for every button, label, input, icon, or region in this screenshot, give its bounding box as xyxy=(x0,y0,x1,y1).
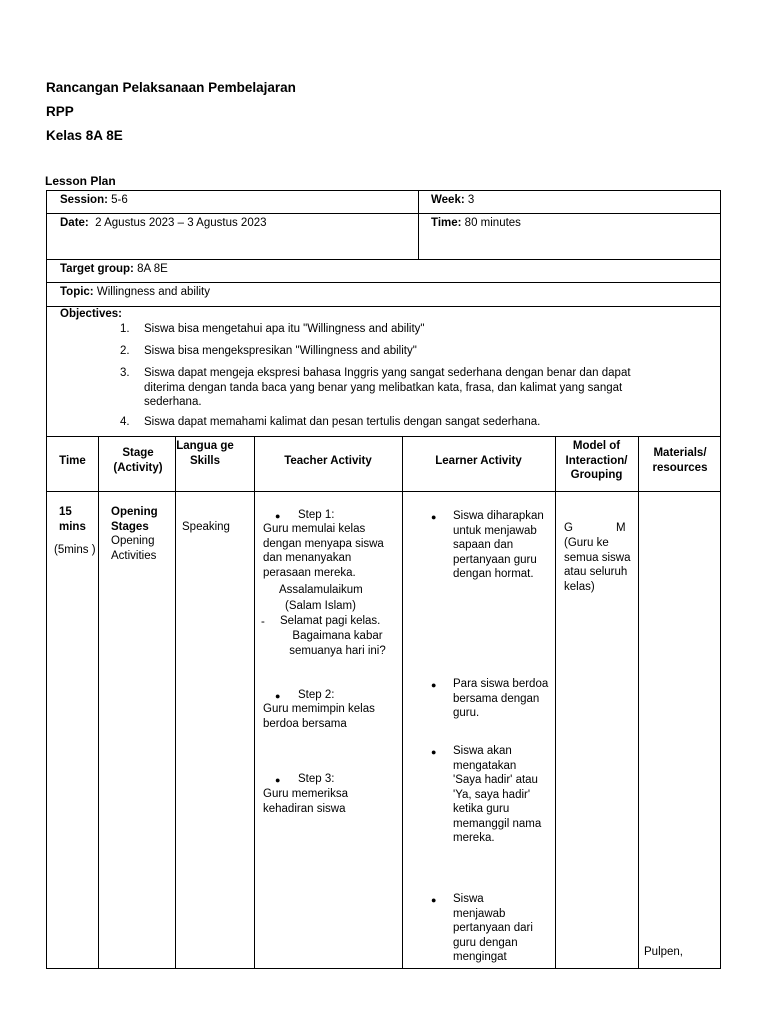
col-divider xyxy=(402,436,403,969)
teacher-step2-title: Step 2: xyxy=(298,689,335,701)
bullet-dot-icon: ● xyxy=(275,691,281,701)
col-divider xyxy=(254,436,255,969)
objective-text: Siswa dapat mengeja ekspresi bahasa Inggris yang sangat sederhana dengan benar dan dapat diterima dengan tanda baca yang benar yang melibatkan kata, frasa, dan kalimat yang sangat sederhana. xyxy=(144,367,631,408)
bullet-dot-icon: ● xyxy=(431,895,437,905)
row-divider xyxy=(47,259,720,260)
objective-text: Siswa bisa mengekspresikan "Willingness and ability" xyxy=(144,345,417,357)
target-cell xyxy=(60,262,168,277)
col-divider xyxy=(638,436,639,969)
col-divider xyxy=(418,191,419,259)
header-materials: Materials/ resources xyxy=(652,447,708,474)
header-language-skills: Langua ge Skills xyxy=(176,440,234,467)
time-main: 15 mins xyxy=(59,506,86,533)
objective-number: 1. xyxy=(120,323,130,335)
doc-title: Rancangan Pelaksanaan Pembelajaran xyxy=(46,80,296,95)
bullet-dot-icon: ● xyxy=(431,680,437,690)
date-value: 2 Agustus 2023 – 3 Agustus 2023 xyxy=(95,217,267,229)
objective-number: 3. xyxy=(120,367,130,379)
dash-bullet: - xyxy=(261,616,265,628)
session-label: Session: xyxy=(60,194,108,206)
time-cell xyxy=(431,216,521,231)
teacher-step2-text: Guru memimpin kelas berdoa bersama xyxy=(263,703,375,730)
time-sub: (5mins ) xyxy=(54,544,96,556)
session-value: 5-6 xyxy=(111,194,128,206)
row-divider xyxy=(47,282,720,283)
time-label: Time: xyxy=(431,217,462,229)
bullet-dot-icon: ● xyxy=(431,512,437,522)
header-time: Time xyxy=(59,455,86,467)
row-divider xyxy=(47,491,720,492)
header-teacher-activity: Teacher Activity xyxy=(284,455,372,467)
bullet-dot-icon: ● xyxy=(275,775,281,785)
objective-text: Siswa dapat memahami kalimat dan pesan tertulis dengan sangat sederhana. xyxy=(144,416,541,428)
doc-class-line: Kelas 8A 8E xyxy=(46,128,123,143)
col-divider xyxy=(555,436,556,969)
objectives-label: Objectives: xyxy=(60,308,122,320)
target-label: Target group: xyxy=(60,263,134,275)
language-skill: Speaking xyxy=(182,521,230,533)
teacher-step1-title: Step 1: xyxy=(298,509,335,521)
model-g: G xyxy=(564,522,573,534)
row-divider xyxy=(47,306,720,307)
week-label: Week: xyxy=(431,194,465,206)
session-cell xyxy=(60,193,128,208)
teacher-step1-text: Guru memulai kelas dengan menyapa siswa dan menanyakan perasaan mereka. xyxy=(263,523,384,579)
date-cell xyxy=(60,216,267,231)
header-learner-activity: Learner Activity xyxy=(435,455,522,467)
stage-main: Opening Stages xyxy=(111,506,158,533)
topic-value: Willingness and ability xyxy=(96,286,210,298)
topic-cell xyxy=(60,285,210,300)
materials-text: Pulpen, xyxy=(644,946,684,958)
week-value: 3 xyxy=(467,194,475,206)
teacher-step3-text: Guru memeriksa kehadiran siswa xyxy=(263,788,348,815)
model-description: (Guru ke semua siswa atau seluruh kelas) xyxy=(564,537,631,593)
learner-activity-item: Siswa menjawab pertanyaan dari guru dengan mengingat xyxy=(453,893,533,963)
learner-activity-item: Siswa diharapkan untuk menjawab sapaan dan pertanyaan guru dengan hormat. xyxy=(453,510,544,580)
teacher-greeting: Bagaimana kabar semuanya hari ini? xyxy=(289,630,386,657)
header-stage: Stage (Activity) xyxy=(113,447,163,474)
topic-label: Topic: xyxy=(60,286,94,298)
lesson-plan-label: Lesson Plan xyxy=(45,174,116,188)
bullet-dot-icon: ● xyxy=(431,747,437,757)
learner-activity-item: Siswa akan mengatakan 'Saya hadir' atau 'Ya, saya hadir' ketika guru memanggil nama mereka. xyxy=(453,745,542,844)
lesson-plan-table xyxy=(46,190,721,969)
week-cell xyxy=(431,193,474,208)
teacher-step3-title: Step 3: xyxy=(298,773,335,785)
objective-number: 4. xyxy=(120,416,130,428)
target-value: 8A 8E xyxy=(137,263,168,275)
teacher-greeting: Selamat pagi kelas. xyxy=(280,615,381,627)
objective-number: 2. xyxy=(120,345,130,357)
learner-activity-item: Para siswa berdoa bersama dengan guru. xyxy=(453,678,549,719)
col-divider xyxy=(175,436,176,969)
objective-text: Siswa bisa mengetahui apa itu "Willingness and ability" xyxy=(144,323,425,335)
col-divider xyxy=(98,436,99,969)
row-divider xyxy=(47,213,720,214)
date-label: Date: xyxy=(60,217,89,229)
model-m: M xyxy=(616,522,626,534)
doc-subtitle: RPP xyxy=(46,104,74,119)
bullet-dot-icon: ● xyxy=(275,511,281,521)
stage-sub: Opening Activities xyxy=(111,535,157,562)
row-divider xyxy=(47,436,720,437)
teacher-greeting: Assalamulaikum xyxy=(279,584,363,596)
teacher-greeting: (Salam Islam) xyxy=(285,600,356,612)
time-value: 80 minutes xyxy=(464,217,521,229)
header-model-interaction: Model of Interaction/ Grouping xyxy=(565,440,628,481)
